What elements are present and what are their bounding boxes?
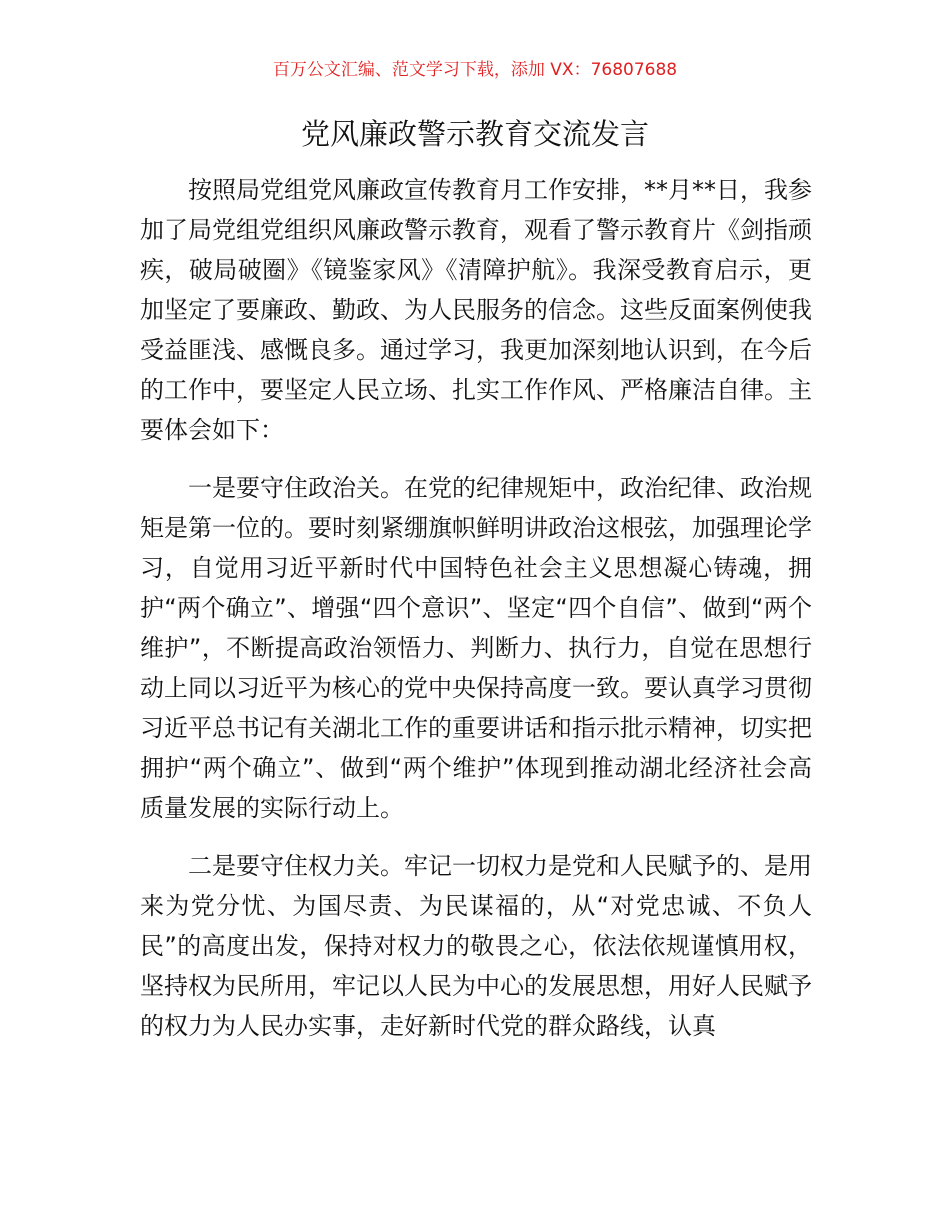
paragraph-political: 一是要守住政治关。在党的纪律规矩中，政治纪律、政治规矩是第一位的。要时刻紧绷旗帜鲜明讲政治这根弦，加强理论学习，自觉用习近平新时代中国特色社会主义思想凝心铸魂，拥护“两个确立”、增强“四个意识”、坚定“四个自信”、做到“两个维护”，不断提高政治领悟力、判断力、执行力，自觉在思想行动上同以习近平为核心的党中央保持高度一致。要认真学习贯彻习近平总书记有关湖北工作的重要讲话和指示批示精神，切实把拥护“两个确立”、做到“两个维护”体现到推动湖北经济社会高质量发展的实际行动上。: [140, 474, 812, 822]
header-watermark-note: 百万公文汇编、范文学习下载，添加 VX：76807688: [272, 60, 678, 80]
paragraph-power: 二是要守住权力关。牢记一切权力是党和人民赋予的、是用来为党分忧、为国尽责、为民谋福的，从“对党忠诚、不负人民”的高度出发，保持对权力的敬畏之心，依法依规谨慎用权，坚持权为民所用，牢记以人民为中心的发展思想，用好人民赋予的权力为人民办实事，走好新时代党的群众路线，认真: [140, 852, 812, 1040]
document-title: 党风廉政警示教育交流发言: [300, 117, 649, 151]
paragraph-intro: 按照局党组党风廉政宣传教育月工作安排，**月**日，我参加了局党组党组织风廉政警示教育，观看了警示教育片《剑指顽疾，破局破圈》《镜鉴家风》《清障护航》。我深受教育启示，更加坚定了要廉政、勤政、为人民服务的信念。这些反面案例使我受益匪浅、感慨良多。通过学习，我更加深刻地认识到，在今后的工作中，要坚定人民立场、扎实工作作风、严格廉洁自律。主要体会如下：: [140, 176, 812, 444]
document-body: [140, 170, 812, 1046]
